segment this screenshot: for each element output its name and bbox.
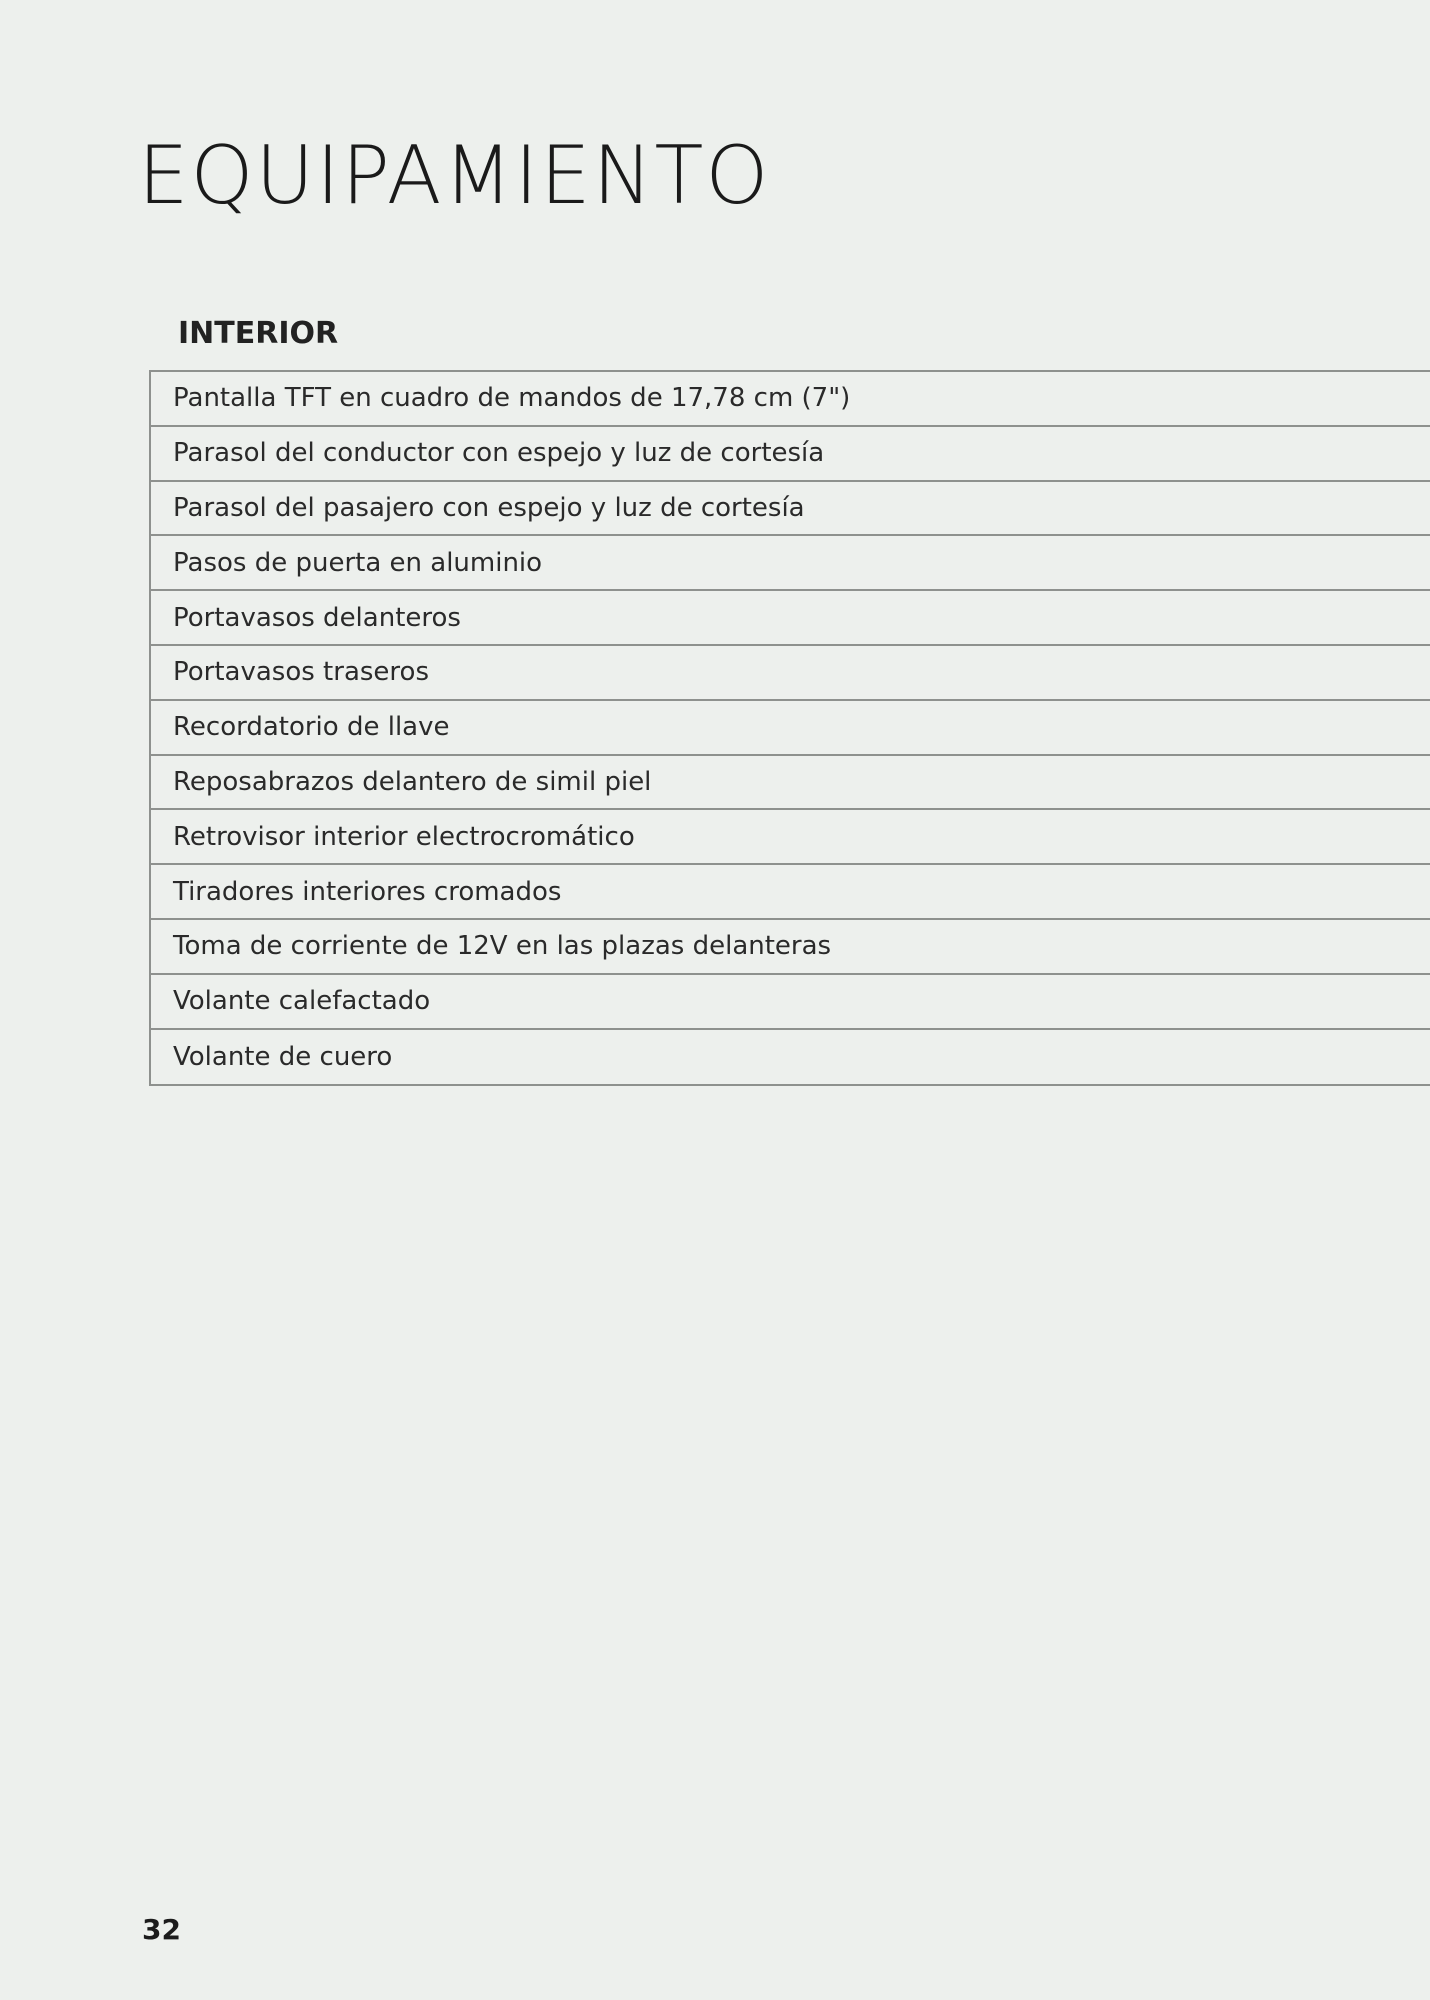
table-row: Portavasos traseros — [151, 646, 1430, 701]
table-row: Pasos de puerta en aluminio — [151, 536, 1430, 591]
table-row: Reposabrazos delantero de simil piel — [151, 756, 1430, 811]
equipment-table — [149, 370, 1430, 1086]
page-number: 32 — [142, 1913, 181, 1946]
table-row: Pantalla TFT en cuadro de mandos de 17,78 cm (7") — [151, 372, 1430, 427]
table-row: Volante de cuero — [151, 1030, 1430, 1085]
table-row: Portavasos delanteros — [151, 591, 1430, 646]
section-heading-interior: INTERIOR — [178, 316, 339, 351]
table-row: Retrovisor interior electrocromático — [151, 810, 1430, 865]
table-row: Parasol del conductor con espejo y luz de cortesía — [151, 427, 1430, 482]
table-row: Parasol del pasajero con espejo y luz de cortesía — [151, 482, 1430, 537]
table-row: Recordatorio de llave — [151, 701, 1430, 756]
table-row: Volante calefactado — [151, 975, 1430, 1030]
page-title: EQUIPAMIENTO — [138, 129, 771, 222]
table-row: Tiradores interiores cromados — [151, 865, 1430, 920]
table-row: Toma de corriente de 12V en las plazas delanteras — [151, 920, 1430, 975]
